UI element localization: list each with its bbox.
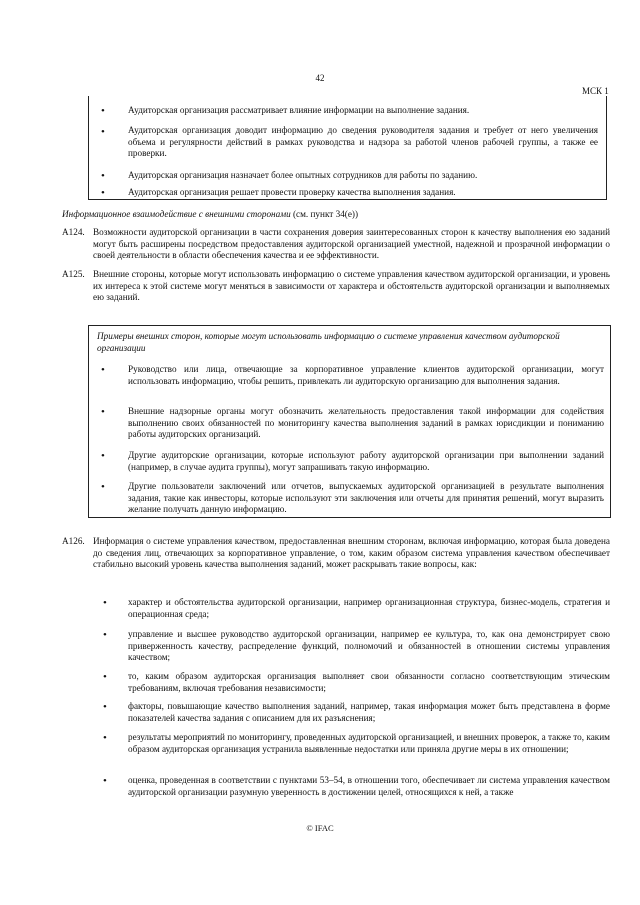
bullet-icon: • — [101, 105, 105, 117]
bullet-icon: • — [103, 671, 107, 683]
list-item: характер и обстоятельства аудиторской организации, например организационная структура, бизнес-модель, стратегия и операционная среда; — [128, 597, 610, 619]
paragraph-label: A126. — [62, 536, 85, 546]
paragraph-a126: Информация о системе управления качеством, предоставленная внешним сторонам, включая информацию, которая была доведена до сведения лиц, отвечающих за корпоративное управление, о том, каким образом система управления качеством обеспечивает стабильно высокий уровень качества выполнения заданий, может раскрывать такие вопросы, как: — [93, 536, 610, 569]
bullet-icon: • — [103, 597, 107, 609]
bullet-icon: • — [101, 187, 105, 199]
page-number: 42 — [315, 73, 325, 83]
bullet-icon: • — [101, 170, 105, 182]
standard-code: МСК 1 — [582, 86, 609, 96]
list-item: результаты мероприятий по мониторингу, проведенных аудиторской организацией, и внешних проверок, а также то, каким образом аудиторская организация устранила выявленные недостатки или приняла другие меры в их отношении; — [128, 732, 610, 754]
bullet-icon: • — [101, 406, 105, 418]
paragraph-label: A124. — [62, 227, 85, 237]
bullet-icon: • — [101, 450, 105, 462]
examples-box-title: Примеры внешних сторон, которые могут использовать информацию о системе управления качеством аудиторской организации — [97, 331, 560, 353]
paragraph-a125: Внешние стороны, которые могут использовать информацию о системе управления качеством аудиторской организации, и уровень их интереса к этой системе могут меняться в зависимости от характера и обстоятельств аудиторской организации и выполняемых ею заданий. — [93, 269, 610, 302]
bullet-icon: • — [103, 701, 107, 713]
list-item: факторы, повышающие качество выполнения заданий, например, такая информация может быть представлена в форме показателей качества задания с описанием для их разъяснения; — [128, 701, 610, 723]
list-item: оценка, проведенная в соответствии с пунктами 53–54, в отношении того, обеспечивает ли система управления качеством аудиторской организации разумную уверенность в достижении целей, относящихся к ней, а также — [128, 775, 610, 797]
bullet-icon: • — [101, 364, 105, 376]
list-item: Руководство или лица, отвечающие за корпоративное управление клиентов аудиторской организации, могут использовать информацию, чтобы решить, привлекать ли аудиторскую организацию для выполнения задания. — [128, 364, 604, 386]
list-item: Аудиторская организация решает провести проверку качества выполнения задания. — [128, 187, 456, 197]
list-item: Аудиторская организация доводит информацию до сведения руководителя задания и требует от него увеличения объема и регулярности действий в рамках руководства и надзора за работой членов рабочей группы, а также ее проверки. — [128, 125, 598, 158]
footer-copyright: © IFAC — [306, 823, 334, 833]
paragraph-a124: Возможности аудиторской организации в части сохранения доверия заинтересованных сторон к качеству выполнения ею заданий могут быть расширены посредством предоставления аудиторской организацией уместной, надежной и прозрачной информации о своей деятельности в области обеспечения качества и ее эффективности. — [93, 227, 610, 260]
paragraph-label: A125. — [62, 269, 85, 279]
list-item: Аудиторская организация назначает более опытных сотрудников для работы по заданию. — [128, 170, 478, 180]
list-item: управление и высшее руководство аудиторской организации, например ее культура, то, как она демонстрирует свою приверженность качеству, распределение функций, полномочий и обязанностей в отношении системы управления качеством; — [128, 629, 610, 662]
section-heading — [62, 209, 602, 221]
bullet-icon: • — [103, 629, 107, 641]
bullet-icon: • — [101, 126, 105, 138]
section-heading-italic: Информационное взаимодействие с внешними сторонами — [62, 209, 291, 219]
bullet-icon: • — [101, 481, 105, 493]
section-heading-ref: (см. пункт 34(e)) — [290, 209, 359, 219]
bullet-icon: • — [103, 775, 107, 787]
list-item: Другие аудиторские организации, которые используют работу аудиторской организации при выполнении заданий (например, в случае аудита группы), могут запрашивать такую информацию. — [128, 450, 604, 472]
list-item: Внешние надзорные органы могут обозначить желательность предоставления такой информации для содействия выполнению своих обязанностей по мониторингу качества выполнения заданий в рамках юрисдикции и пониманию работы аудиторских организаций. — [128, 406, 604, 439]
bullet-icon: • — [103, 732, 107, 744]
list-item: то, каким образом аудиторская организация выполняет свои обязанности согласно соответствующим этическим требованиям, включая требования независимости; — [128, 671, 610, 693]
list-item: Аудиторская организация рассматривает влияние информации на выполнение задания. — [128, 105, 470, 115]
list-item: Другие пользователи заключений или отчетов, выпускаемых аудиторской организацией в результате выполнения задания, такие как инвесторы, которые используют эти заключения или отчеты для принятия решений, могут выразить желание получать данную информацию. — [128, 481, 604, 514]
